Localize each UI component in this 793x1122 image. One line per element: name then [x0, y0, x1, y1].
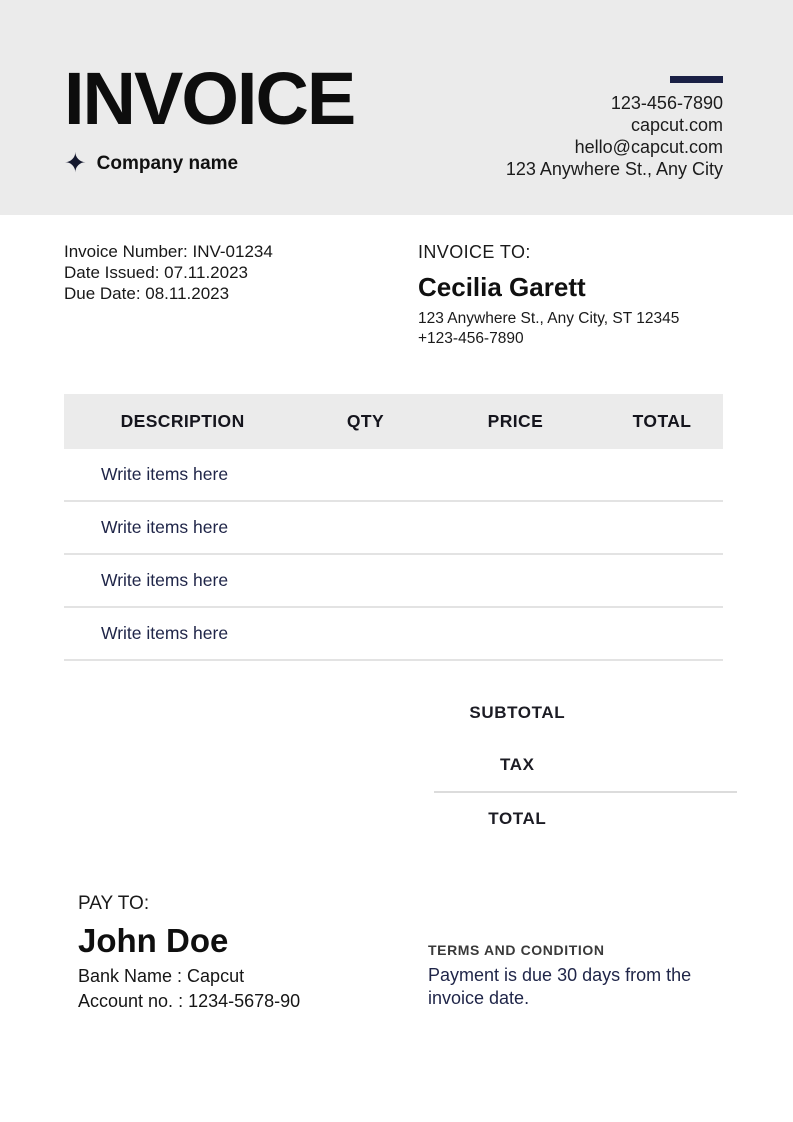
client-name: Cecilia Garett: [418, 272, 586, 302]
item-price-cell[interactable]: [430, 555, 601, 606]
column-header-description: DESCRIPTION: [120, 411, 245, 431]
item-total-cell[interactable]: [601, 502, 723, 553]
item-qty-cell[interactable]: [301, 608, 430, 659]
item-description-placeholder[interactable]: Write items here: [101, 623, 229, 643]
item-price-cell[interactable]: [430, 449, 601, 500]
invoice-body: [0, 241, 793, 1014]
accent-bar: [670, 76, 723, 83]
total-value-cell[interactable]: [601, 793, 737, 845]
pay-to-block: [64, 892, 300, 1014]
table-header-row: [64, 394, 723, 449]
payee-name: John Doe: [78, 922, 229, 959]
column-header-total: TOTAL: [632, 411, 692, 431]
bill-to-block: [418, 241, 723, 349]
item-total-cell[interactable]: [601, 555, 723, 606]
bank-name: Bank Name : Capcut: [78, 966, 245, 986]
table-row: [64, 608, 723, 661]
terms-text: Payment is due 30 days from the invoice date.: [428, 965, 692, 1008]
item-total-cell[interactable]: [601, 608, 723, 659]
item-qty-cell[interactable]: [301, 555, 430, 606]
due-date: Due Date: 08.11.2023: [64, 284, 230, 303]
company-name: Company name: [96, 152, 239, 174]
brand-row: [64, 150, 354, 177]
bill-to-label: INVOICE TO:: [418, 242, 531, 262]
footer-section: [64, 892, 723, 1014]
table-row: [64, 502, 723, 555]
account-number: Account no. : 1234-5678-90: [78, 991, 301, 1011]
item-total-cell[interactable]: [601, 449, 723, 500]
tax-label: TAX: [500, 755, 535, 774]
contact-address: 123 Anywhere St., Any City: [505, 159, 723, 179]
meta-section: [64, 241, 723, 349]
summary-block: [434, 687, 737, 845]
table-row: [64, 555, 723, 608]
item-price-cell[interactable]: [430, 502, 601, 553]
summary-row-subtotal: [434, 687, 737, 739]
item-description-placeholder[interactable]: Write items here: [101, 570, 229, 590]
subtotal-label: SUBTOTAL: [469, 703, 566, 722]
contact-website: capcut.com: [630, 115, 723, 135]
date-issued: Date Issued: 07.11.2023: [64, 263, 248, 282]
contact-phone: 123-456-7890: [610, 93, 723, 113]
item-price-cell[interactable]: [430, 608, 601, 659]
summary-row-tax: [434, 739, 737, 791]
item-description-placeholder[interactable]: Write items here: [101, 517, 229, 537]
subtotal-value-cell[interactable]: [601, 687, 737, 739]
client-phone: +123-456-7890: [418, 330, 524, 347]
column-header-price: PRICE: [487, 411, 544, 431]
sparkle-icon: ✦: [64, 148, 87, 179]
invoice-header: [0, 0, 793, 215]
contact-email: hello@capcut.com: [574, 137, 723, 157]
contact-block: [506, 0, 723, 215]
terms-block: [428, 892, 723, 1014]
invoice-number: Invoice Number: INV-01234: [64, 242, 273, 261]
client-address: [418, 309, 723, 349]
summary-row-total: [434, 793, 737, 845]
table-row: [64, 449, 723, 502]
client-address-line: 123 Anywhere St., Any City, ST 12345: [418, 310, 680, 327]
item-description-placeholder[interactable]: Write items here: [101, 464, 229, 484]
column-header-qty: QTY: [346, 411, 385, 431]
tax-value-cell[interactable]: [601, 739, 737, 791]
item-qty-cell[interactable]: [301, 449, 430, 500]
total-label: TOTAL: [488, 809, 547, 828]
terms-label: TERMS AND CONDITION: [428, 942, 605, 958]
pay-to-label: PAY TO:: [78, 893, 150, 914]
title-block: [64, 0, 354, 215]
invoice-meta: [64, 241, 273, 349]
items-table: [64, 394, 723, 661]
page-title: INVOICE: [64, 57, 355, 140]
item-qty-cell[interactable]: [301, 502, 430, 553]
